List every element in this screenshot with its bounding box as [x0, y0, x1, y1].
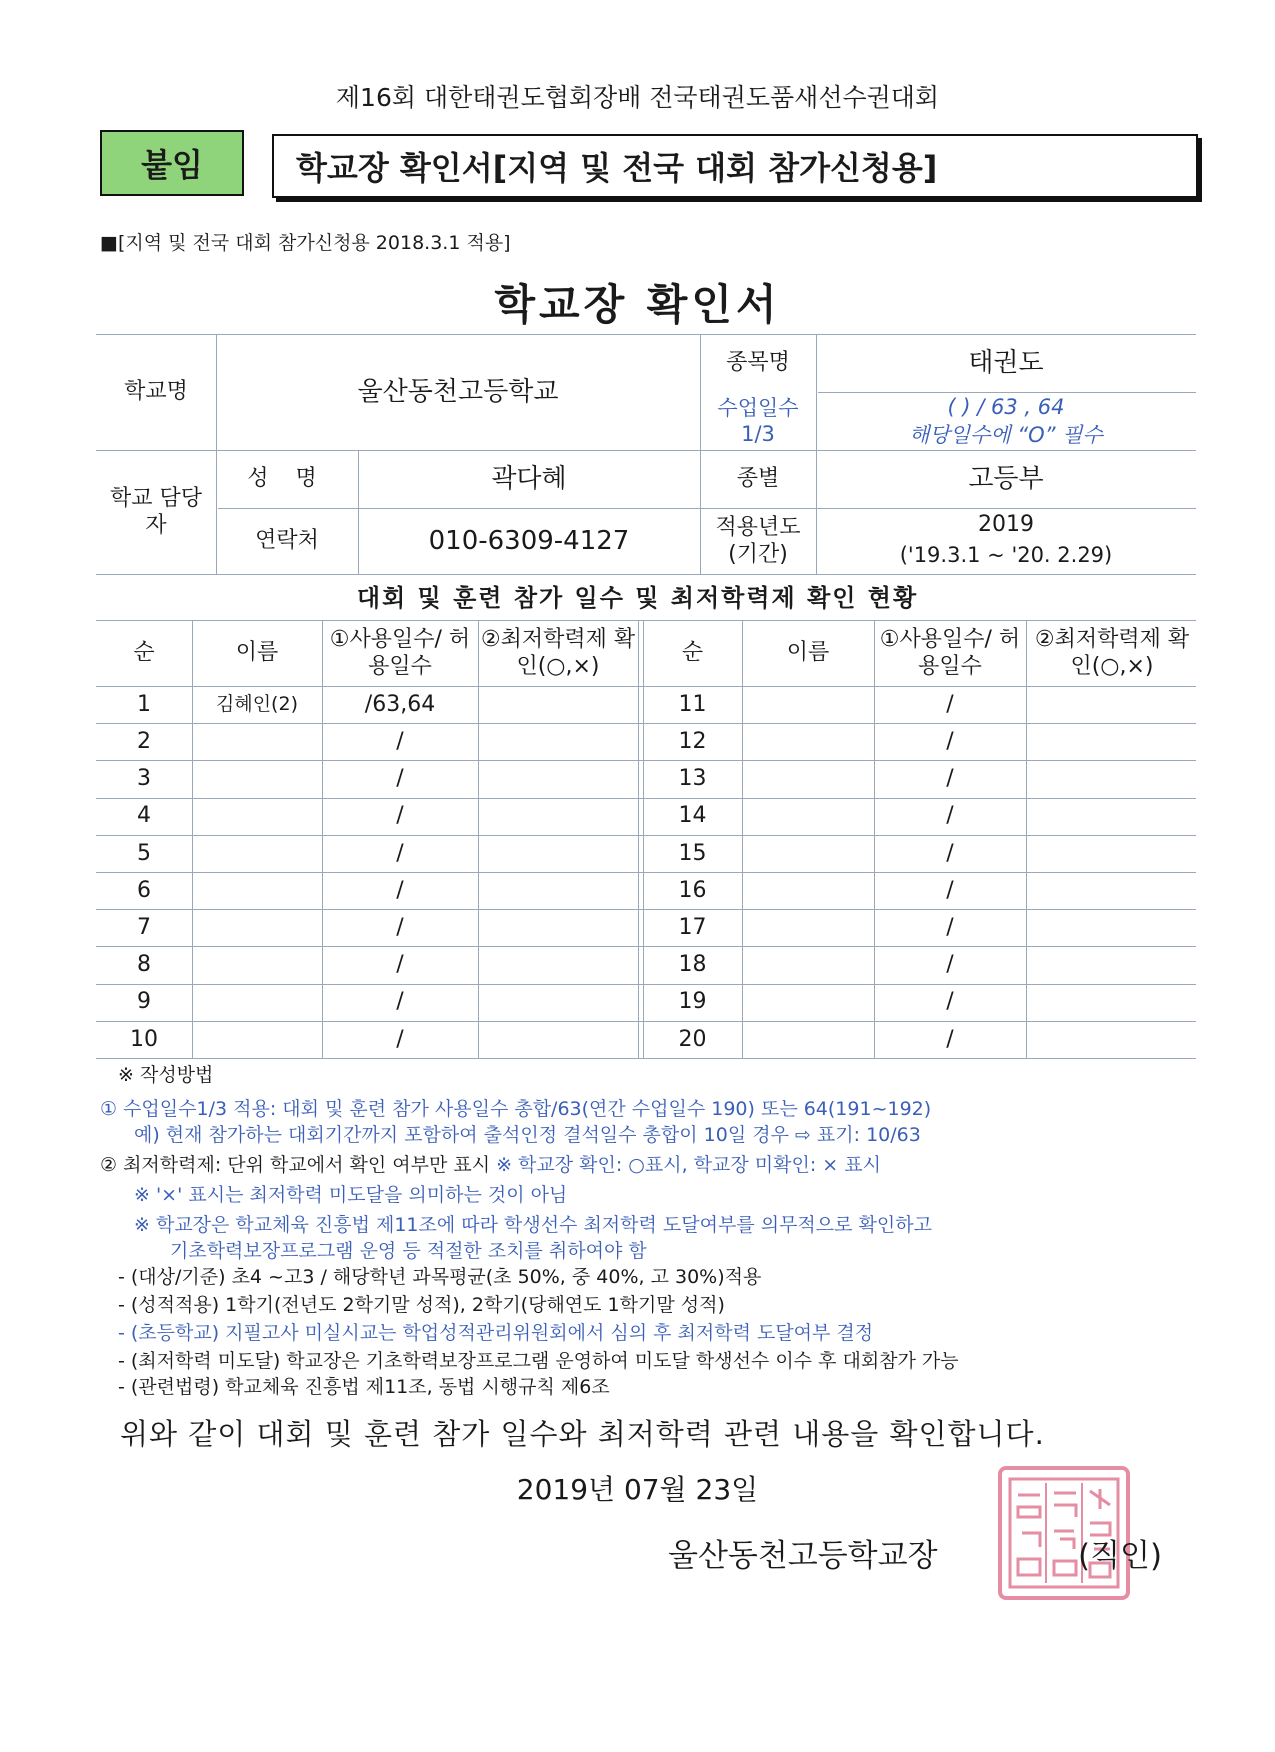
row-days: / — [946, 803, 954, 829]
row-number: 1 — [137, 691, 151, 717]
method-line-10: - (최저학력 미도달) 학교장은 기초학력보장프로그램 운영하여 미도달 학생선수 이수 후 대회참가 가능 — [118, 1350, 959, 1372]
row-days: / — [396, 915, 404, 941]
row-name — [742, 909, 874, 946]
row-name — [742, 872, 874, 909]
row-days: / — [946, 989, 954, 1015]
main-title: 학교장 확인서 — [494, 280, 781, 329]
row-name — [192, 760, 322, 797]
row-min-check — [1026, 760, 1196, 797]
document-title: 학교장 확인서[지역 및 전국 대회 참가신청용] — [272, 134, 1198, 198]
row-days: / — [946, 952, 954, 978]
row-min-check — [478, 1021, 638, 1058]
row-name — [192, 1021, 322, 1058]
method-line-6: 기초학력보장프로그램 운영 등 적절한 조치를 취하여야 함 — [170, 1240, 647, 1262]
row-min-check — [478, 946, 638, 983]
row-number: 10 — [130, 1026, 158, 1052]
row-name — [192, 835, 322, 872]
header-days-right: ①사용일수/ 허용일수 — [879, 626, 1021, 679]
class-days-value: ( ) / 63 , 64 — [947, 394, 1065, 419]
header-min-right: ②최저학력제 확인(○,×) — [1034, 626, 1190, 679]
method-line-8: - (성적적용) 1학기(전년도 2학기말 성적), 2학기(당해연도 1학기말 성적) — [118, 1294, 725, 1316]
row-min-check — [1026, 872, 1196, 909]
row-days: / — [396, 952, 404, 978]
method-line-7: - (대상/기준) 초4 ~고3 / 해당학년 과목평균(초 50%, 중 40%, 고 30%)적용 — [118, 1266, 762, 1288]
row-days: / — [946, 840, 954, 866]
method-title: ※ 작성방법 — [118, 1064, 214, 1086]
row-number: 16 — [678, 877, 707, 903]
year-label: 적용년도 (기간) — [715, 514, 801, 567]
method-line-5: ※ 학교장은 학교체육 진흥법 제11조에 따라 학생선수 최저학력 도달여부를 의무적으로 확인하고 — [134, 1214, 932, 1236]
row-name — [742, 946, 874, 983]
header-days-left: ①사용일수/ 허용일수 — [329, 626, 471, 679]
row-min-check — [1026, 984, 1196, 1021]
row-days: / — [396, 877, 404, 903]
header-min-left: ②최저학력제 확인(○,×) — [480, 626, 636, 679]
name-value: 곽다혜 — [491, 463, 567, 494]
row-name — [742, 1021, 874, 1058]
row-name — [742, 984, 874, 1021]
year-value: 2019 — [978, 512, 1034, 538]
row-number: 13 — [678, 766, 707, 792]
school-name-label: 학교명 — [124, 379, 188, 405]
row-name — [192, 946, 322, 983]
row-number: 12 — [678, 729, 707, 755]
row-number: 11 — [678, 691, 707, 717]
row-min-check — [478, 872, 638, 909]
row-days: / — [396, 989, 404, 1015]
name-label: 성 명 — [247, 466, 327, 492]
row-number: 9 — [137, 989, 151, 1015]
section-title: 대회 및 훈련 참가 일수 및 최저학력제 확인 현황 — [356, 584, 919, 612]
row-days: / — [396, 766, 404, 792]
row-number: 4 — [137, 803, 151, 829]
row-min-check — [1026, 835, 1196, 872]
row-name — [742, 760, 874, 797]
row-number: 6 — [137, 877, 151, 903]
row-number: 7 — [137, 915, 151, 941]
row-days: / — [396, 1026, 404, 1052]
method-line-3a: ② 최저학력제: 단위 학교에서 확인 여부만 표시 — [100, 1154, 497, 1176]
row-name — [742, 723, 874, 760]
row-days: / — [396, 803, 404, 829]
row-min-check — [478, 835, 638, 872]
row-number: 14 — [678, 803, 707, 829]
row-number: 19 — [678, 989, 707, 1015]
method-line-1: ① 수업일수1/3 적용: 대회 및 훈련 참가 사용일수 총합/63(연간 수업일수 190) 또는 64(191~192) — [100, 1098, 932, 1120]
method-line-3b: ※ 학교장 확인: ○표시, 학교장 미확인: × 표시 — [496, 1154, 881, 1176]
seal-label: (직인) — [1078, 1538, 1163, 1574]
method-line-2: 예) 현재 참가하는 대회기간까지 포함하여 출석인정 결석일수 총합이 10일 경우 ⇨ 표기: 10/63 — [134, 1124, 921, 1146]
sport-value: 태권도 — [968, 347, 1044, 378]
row-number: 20 — [678, 1026, 707, 1052]
attachment-badge: 붙임 — [100, 130, 244, 196]
row-min-check — [1026, 798, 1196, 835]
row-number: 3 — [137, 766, 151, 792]
row-name — [192, 909, 322, 946]
row-days: / — [946, 915, 954, 941]
principal-signature: 울산동천고등학교장 — [668, 1538, 938, 1574]
confirmation-statement: 위와 같이 대회 및 훈련 참가 일수와 최저학력 관련 내용을 확인합니다. — [120, 1417, 1045, 1451]
issue-date: 2019년 07월 23일 — [516, 1473, 759, 1506]
header-no-left: 순 — [133, 640, 155, 666]
sport-label: 종목명 — [726, 350, 790, 376]
row-name — [742, 835, 874, 872]
row-number: 2 — [137, 729, 151, 755]
row-days: / — [946, 1026, 954, 1052]
row-min-check — [478, 686, 638, 723]
school-name-value: 울산동천고등학교 — [357, 376, 559, 407]
row-days: / — [396, 729, 404, 755]
contact-label: 연락처 — [255, 528, 319, 554]
row-days: / — [946, 691, 954, 717]
row-number: 5 — [137, 840, 151, 866]
header-name-left: 이름 — [235, 640, 279, 666]
row-days: / — [946, 729, 954, 755]
row-min-check — [478, 723, 638, 760]
class-days-label: 수업일수 1/3 — [717, 395, 799, 446]
row-name — [742, 686, 874, 723]
row-name — [192, 723, 322, 760]
applicability-note: ■[지역 및 전국 대회 참가신청용 2018.3.1 적용] — [100, 232, 511, 254]
row-number: 15 — [678, 840, 707, 866]
row-min-check — [1026, 686, 1196, 723]
row-number: 8 — [137, 952, 151, 978]
method-line-9: - (초등학교) 지필고사 미실시교는 학업성적관리위원회에서 심의 후 최저학력 도달여부 결정 — [118, 1322, 874, 1344]
row-name — [192, 984, 322, 1021]
row-min-check — [1026, 1021, 1196, 1058]
category-label: 종별 — [736, 466, 780, 492]
row-days: / — [946, 766, 954, 792]
method-line-4: ※ '×' 표시는 최저학력 미도달을 의미하는 것이 아님 — [134, 1184, 568, 1206]
row-min-check — [478, 798, 638, 835]
row-min-check — [1026, 946, 1196, 983]
row-days: / — [946, 877, 954, 903]
class-days-note: 해당일수에 “O” 필수 — [909, 422, 1103, 447]
row-min-check — [1026, 723, 1196, 760]
header-no-right: 순 — [681, 640, 704, 666]
row-days: /63,64 — [364, 691, 436, 717]
staff-label: 학교 담당자 — [109, 485, 202, 538]
event-title: 제16회 대한태권도협회장배 전국태권도품새선수권대회 — [335, 83, 940, 112]
period-value: ('19.3.1 ~ '20. 2.29) — [899, 542, 1113, 567]
category-value: 고등부 — [968, 463, 1044, 494]
row-number: 17 — [678, 915, 707, 941]
row-name — [742, 798, 874, 835]
row-min-check — [1026, 909, 1196, 946]
row-min-check — [478, 909, 638, 946]
row-min-check — [478, 984, 638, 1021]
header-name-right: 이름 — [786, 640, 830, 666]
row-days: / — [396, 840, 404, 866]
contact-value: 010-6309-4127 — [428, 525, 630, 556]
row-name — [192, 798, 322, 835]
method-line-11: - (관련법령) 학교체육 진흥법 제11조, 동법 시행규칙 제6조 — [118, 1376, 610, 1398]
row-name: 김혜인(2) — [216, 692, 298, 715]
row-number: 18 — [678, 952, 707, 978]
row-min-check — [478, 760, 638, 797]
row-name — [192, 872, 322, 909]
